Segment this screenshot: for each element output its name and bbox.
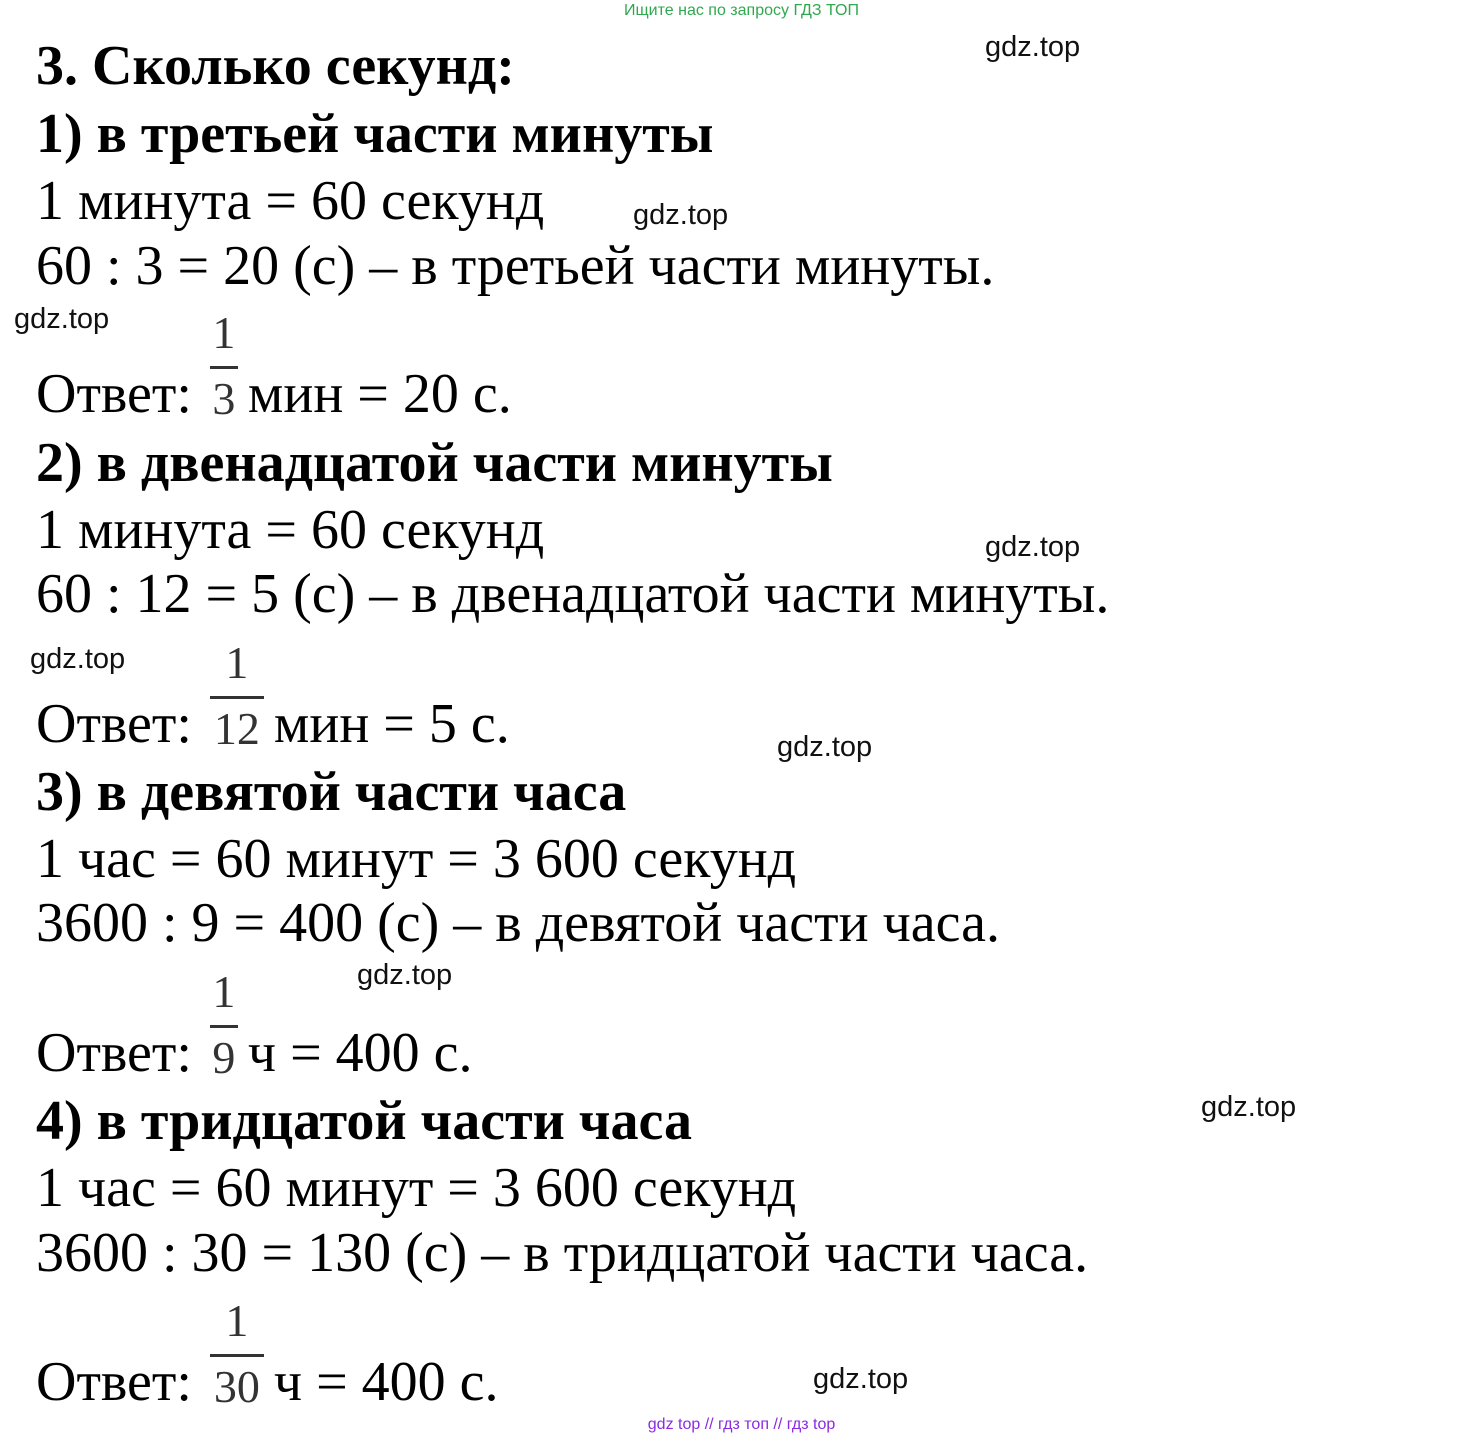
watermark: gdz.top bbox=[633, 199, 729, 231]
section-3-heading: 3) в девятой части часа bbox=[36, 761, 627, 823]
watermark: gdz.top bbox=[357, 959, 453, 991]
answer-value: ч = 400 с. bbox=[273, 1351, 499, 1413]
section-2-heading: 2) в двенадцатой части минуты bbox=[36, 432, 833, 494]
fraction-bar bbox=[210, 1354, 264, 1357]
fraction bbox=[210, 307, 238, 424]
section-3-line-2: 3600 : 9 = 400 (с) – в девятой части часа. bbox=[36, 892, 1000, 954]
page-title: 3. Сколько секунд: bbox=[36, 35, 515, 97]
fraction-denominator: 12 bbox=[213, 703, 260, 754]
section-3-line-1: 1 час = 60 минут = 3 600 секунд bbox=[36, 828, 797, 890]
fraction-bar bbox=[210, 1025, 238, 1028]
answer-label: Ответ: bbox=[36, 1022, 192, 1084]
fraction-numerator: 1 bbox=[225, 637, 249, 688]
watermark: gdz.top bbox=[985, 31, 1081, 63]
section-4-line-2: 3600 : 30 = 130 (с) – в тридцатой части часа. bbox=[36, 1222, 1089, 1284]
section-1-heading: 1) в третьей части минуты bbox=[36, 103, 714, 165]
section-4-line-1: 1 час = 60 минут = 3 600 секунд bbox=[36, 1157, 797, 1219]
fraction-bar bbox=[210, 366, 238, 369]
watermark: gdz.top bbox=[813, 1363, 909, 1395]
search-hint: Ищите нас по запросу ГДЗ ТОП bbox=[624, 2, 859, 19]
fraction-numerator: 1 bbox=[212, 307, 236, 358]
answer-label: Ответ: bbox=[36, 693, 192, 755]
fraction bbox=[210, 637, 264, 754]
fraction-numerator: 1 bbox=[225, 1295, 249, 1346]
answer-value: мин = 20 с. bbox=[247, 363, 512, 425]
section-2-line-2: 60 : 12 = 5 (с) – в двенадцатой части минуты. bbox=[36, 563, 1110, 625]
fraction-numerator: 1 bbox=[212, 966, 236, 1017]
fraction-bar bbox=[210, 696, 264, 699]
section-1-line-1: 1 минута = 60 секунд bbox=[36, 170, 545, 232]
fraction-denominator: 3 bbox=[212, 373, 236, 424]
answer-label: Ответ: bbox=[36, 1351, 192, 1413]
footer-links: gdz top // гдз топ // гдз top bbox=[647, 1416, 836, 1433]
fraction bbox=[210, 966, 238, 1083]
fraction bbox=[210, 1295, 264, 1412]
watermark: gdz.top bbox=[1201, 1091, 1297, 1123]
watermark: gdz.top bbox=[985, 531, 1081, 563]
section-4-answer bbox=[36, 1284, 499, 1413]
section-4-heading: 4) в тридцатой части часа bbox=[36, 1090, 693, 1152]
section-2-line-1: 1 минута = 60 секунд bbox=[36, 499, 545, 561]
watermark: gdz.top bbox=[777, 731, 873, 763]
section-1-line-2: 60 : 3 = 20 (с) – в третьей части минуты. bbox=[36, 235, 995, 297]
answer-value: мин = 5 с. bbox=[273, 693, 510, 755]
answer-value: ч = 400 с. bbox=[247, 1022, 473, 1084]
fraction-denominator: 9 bbox=[212, 1032, 236, 1083]
watermark: gdz.top bbox=[30, 643, 126, 675]
fraction-denominator: 30 bbox=[213, 1361, 260, 1412]
watermark: gdz.top bbox=[14, 303, 110, 335]
answer-label: Ответ: bbox=[36, 363, 192, 425]
